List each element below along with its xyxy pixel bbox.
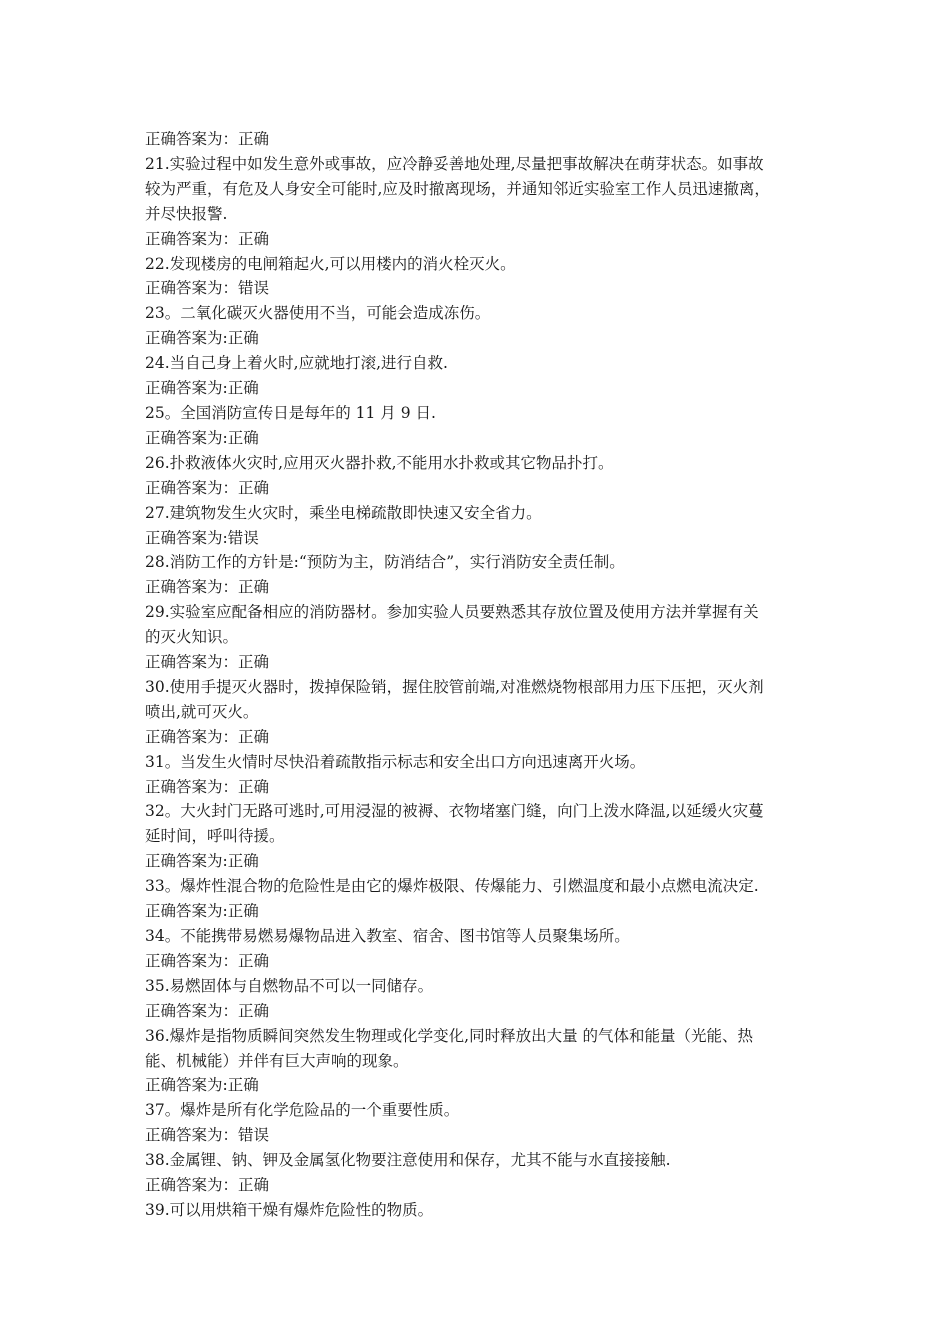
answer-line: 正确答案为:正确 [145, 329, 259, 348]
question-line: 26.扑救液体火灾时,应用灭火器扑救,不能用水扑救或其它物品扑打。 [145, 453, 614, 472]
answer-line: 正确答案为:错误 [145, 528, 259, 547]
question-line: 29.实验室应配备相应的消防器材。参加实验人员要熟悉其存放位置及使用方法并掌握有关 [145, 603, 759, 622]
answer-line: 正确答案为：正确 [145, 229, 270, 248]
question-line: 31。当发生火情时尽快沿着疏散指示标志和安全出口方向迅速离开火场。 [145, 752, 646, 771]
question-line: 36.爆炸是指物质瞬间突然发生物理或化学变化,同时释放出大量 的气体和能量（光能、热 [145, 1026, 754, 1045]
answer-line: 正确答案为:正确 [145, 852, 259, 871]
question-line: 39.可以用烘箱干燥有爆炸危险性的物质。 [145, 1200, 434, 1219]
answer-line: 正确答案为：正确 [145, 1176, 270, 1195]
question-line: 的灭火知识。 [145, 628, 239, 647]
question-line: 能、机械能）并伴有巨大声响的现象。 [145, 1051, 409, 1070]
answer-line: 正确答案为：错误 [145, 279, 270, 298]
question-line: 32。大火封门无路可逃时,可用浸湿的被褥、衣物堵塞门缝，向门上泼水降温,以延缓火灾蔓 [145, 802, 764, 821]
answer-line: 正确答案为:正确 [145, 1076, 259, 1095]
answer-line: 正确答案为:正确 [145, 379, 259, 398]
answer-line: 正确答案为：正确 [145, 478, 270, 497]
question-line: 21.实验过程中如发生意外或事故，应冷静妥善地处理,尽量把事故解决在萌芽状态。如事故 [145, 154, 764, 173]
question-line: 37。爆炸是所有化学危险品的一个重要性质。 [145, 1101, 460, 1120]
question-line: 25。全国消防宣传日是每年的 11 月 9 日. [145, 403, 436, 422]
answer-line: 正确答案为:正确 [145, 902, 259, 921]
question-line: 28.消防工作的方针是:“预防为主，防消结合”，实行消防安全责任制。 [145, 553, 625, 572]
question-line: 35.易燃固体与自燃物品不可以一同储存。 [145, 976, 434, 995]
question-line: 33。爆炸性混合物的危险性是由它的爆炸极限、传爆能力、引燃温度和最小点燃电流决定. [145, 877, 759, 896]
question-line: 38.金属锂、钠、钾及金属氢化物要注意使用和保存，尤其不能与水直接接触. [145, 1151, 671, 1170]
question-line: 较为严重，有危及人身安全可能时,应及时撤离现场，并通知邻近实验室工作人员迅速撤离， [145, 179, 770, 198]
question-line: 并尽快报警. [145, 204, 228, 223]
answer-line: 正确答案为：正确 [145, 777, 270, 796]
answer-line: 正确答案为：正确 [145, 951, 270, 970]
answer-line: 正确答案为：正确 [145, 727, 270, 746]
answer-line: 正确答案为：正确 [145, 578, 270, 597]
question-line: 24.当自己身上着火时,应就地打滚,进行自救. [145, 354, 448, 373]
question-line: 延时间，呼叫待援。 [145, 827, 285, 846]
question-line: 34。不能携带易燃易爆物品进入教室、宿舍、图书馆等人员聚集场所。 [145, 927, 630, 945]
answer-line: 正确答案为：正确 [145, 1001, 270, 1020]
answer-line: 正确答案为：错误 [145, 1126, 270, 1145]
answer-line: 正确答案为：正确 [145, 653, 270, 672]
question-line: 22.发现楼房的电闸箱起火,可以用楼内的消火栓灭火。 [145, 254, 516, 273]
answer-line: 正确答案为：正确 [145, 130, 270, 148]
answer-line: 正确答案为:正确 [145, 428, 259, 447]
question-line: 30.使用手提灭火器时，拨掉保险销，握住胶管前端,对准燃烧物根部用力压下压把，灭火剂 [145, 677, 764, 696]
question-line: 喷出,就可灭火。 [145, 702, 259, 721]
document-page [145, 127, 825, 1223]
question-line: 27.建筑物发生火灾时，乘坐电梯疏散即快速又安全省力。 [145, 503, 542, 522]
question-line: 23。二氧化碳灭火器使用不当，可能会造成冻伤。 [145, 304, 491, 323]
